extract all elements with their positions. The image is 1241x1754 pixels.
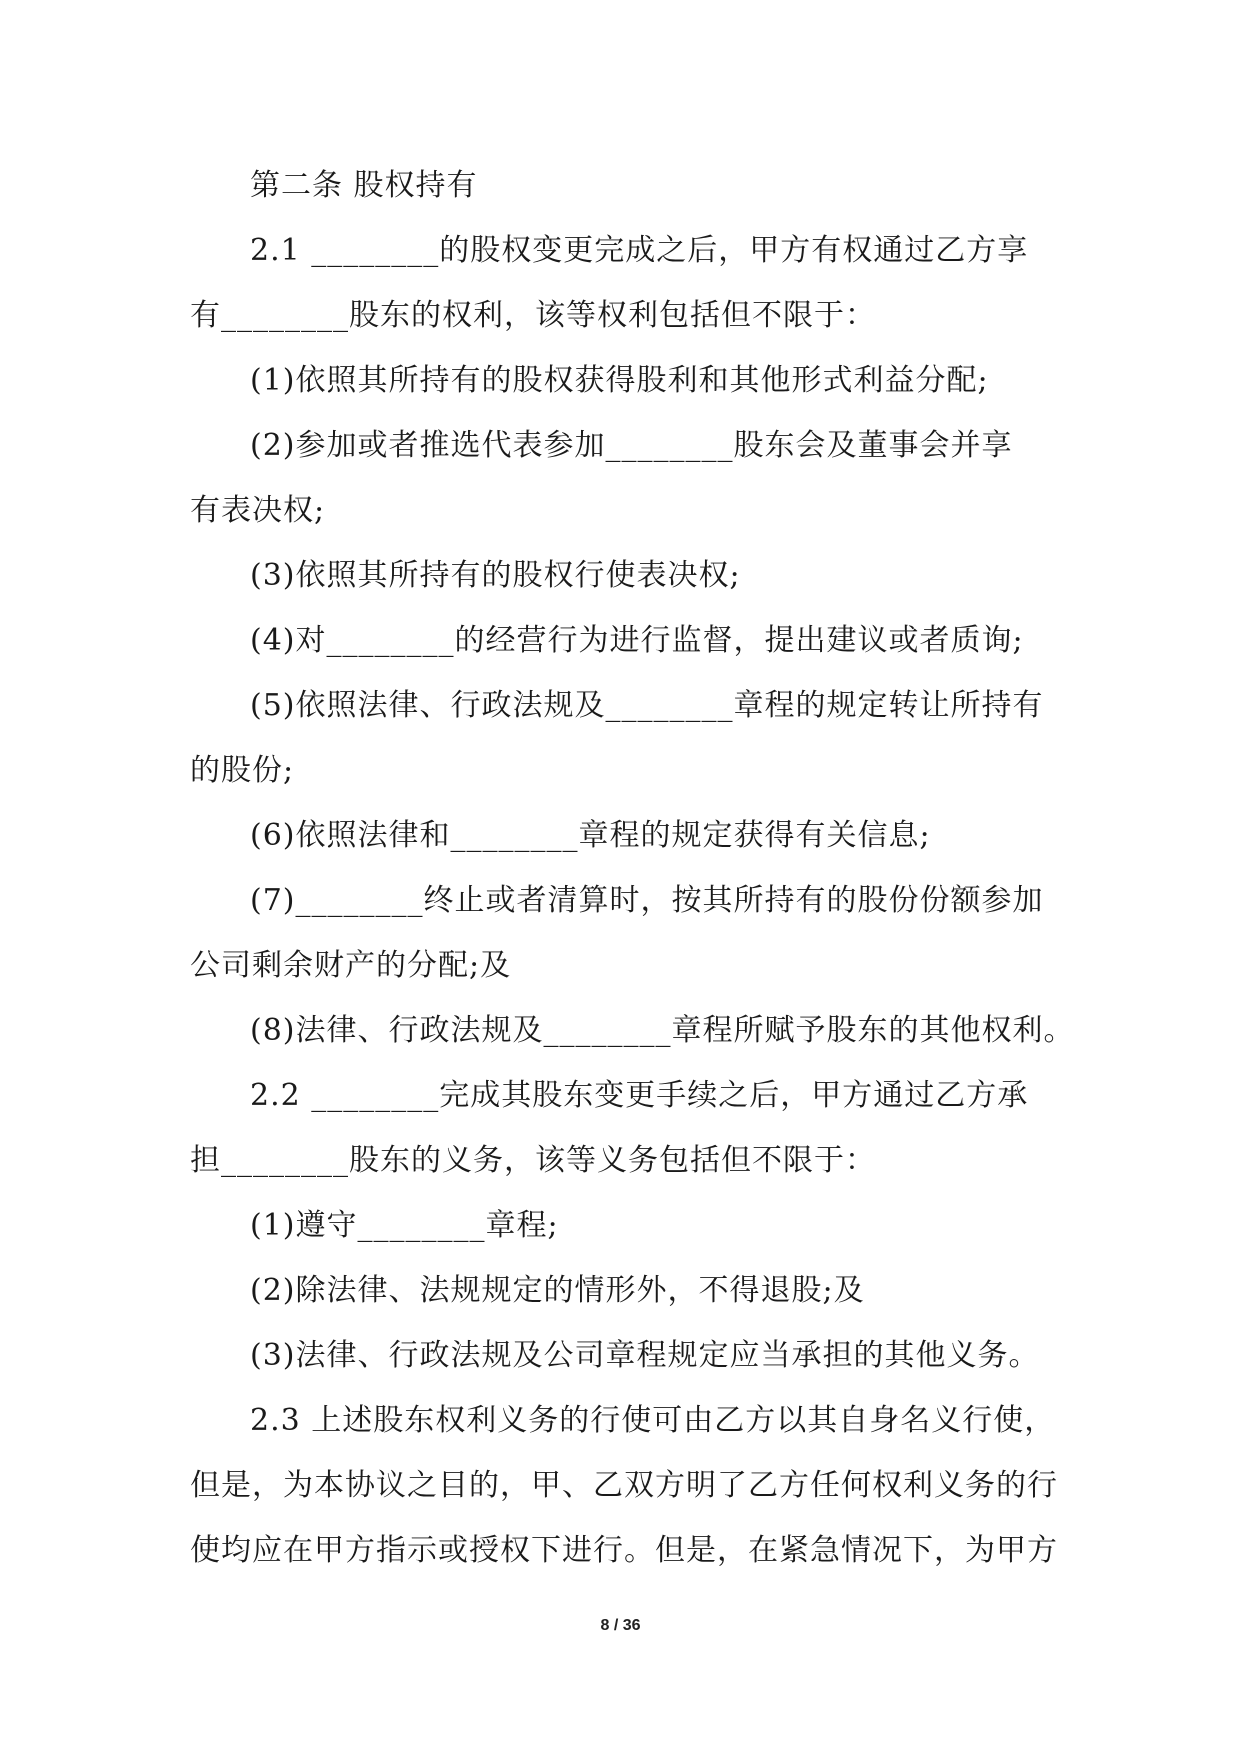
paragraph-line: 有________股东的权利，该等权利包括但不限于： xyxy=(190,298,876,333)
paragraph-line: (1)依照其所持有的股权获得股利和其他形式利益分配; xyxy=(250,363,989,398)
section-heading: 第二条 股权持有 xyxy=(250,168,478,203)
paragraph-line: (4)对________的经营行为进行监督，提出建议或者质询; xyxy=(250,623,1024,658)
paragraph-line: (7)________终止或者清算时，按其所持有的股份份额参加 xyxy=(250,883,1044,918)
paragraph-line: (2)除法律、法规规定的情形外，不得退股;及 xyxy=(250,1273,865,1308)
paragraph-line: (8)法律、行政法规及________章程所赋予股东的其他权利。 xyxy=(250,1013,1075,1048)
paragraph-line: (2)参加或者推选代表参加________股东会及董事会并享 xyxy=(250,428,1013,463)
paragraph-line: 的股份; xyxy=(190,753,295,788)
paragraph-line: (5)依照法律、行政法规及________章程的规定转让所持有 xyxy=(250,688,1044,723)
paragraph-line: 有表决权; xyxy=(190,493,326,528)
paragraph-line: (3)法律、行政法规及公司章程规定应当承担的其他义务。 xyxy=(250,1338,1040,1373)
paragraph-line: 使均应在甲方指示或授权下进行。但是，在紧急情况下，为甲方 xyxy=(190,1533,1058,1568)
paragraph-line: (3)依照其所持有的股权行使表决权; xyxy=(250,558,741,593)
paragraph-line: 2.3 上述股东权利义务的行使可由乙方以其自身名义行使， xyxy=(250,1403,1056,1438)
paragraph-line: 担________股东的义务，该等义务包括但不限于： xyxy=(190,1143,876,1178)
paragraph-line: 2.1 ________的股权变更完成之后，甲方有权通过乙方享 xyxy=(250,233,1029,268)
paragraph-line: (1)遵守________章程; xyxy=(250,1208,559,1243)
paragraph-line: 公司剩余财产的分配;及 xyxy=(190,948,512,983)
paragraph-line: 但是，为本协议之目的，甲、乙双方明了乙方任何权利义务的行 xyxy=(190,1468,1058,1503)
page-number: 8 / 36 xyxy=(600,1617,641,1634)
paragraph-line: (6)依照法律和________章程的规定获得有关信息; xyxy=(250,818,931,853)
paragraph-line: 2.2 ________完成其股东变更手续之后，甲方通过乙方承 xyxy=(250,1078,1029,1113)
